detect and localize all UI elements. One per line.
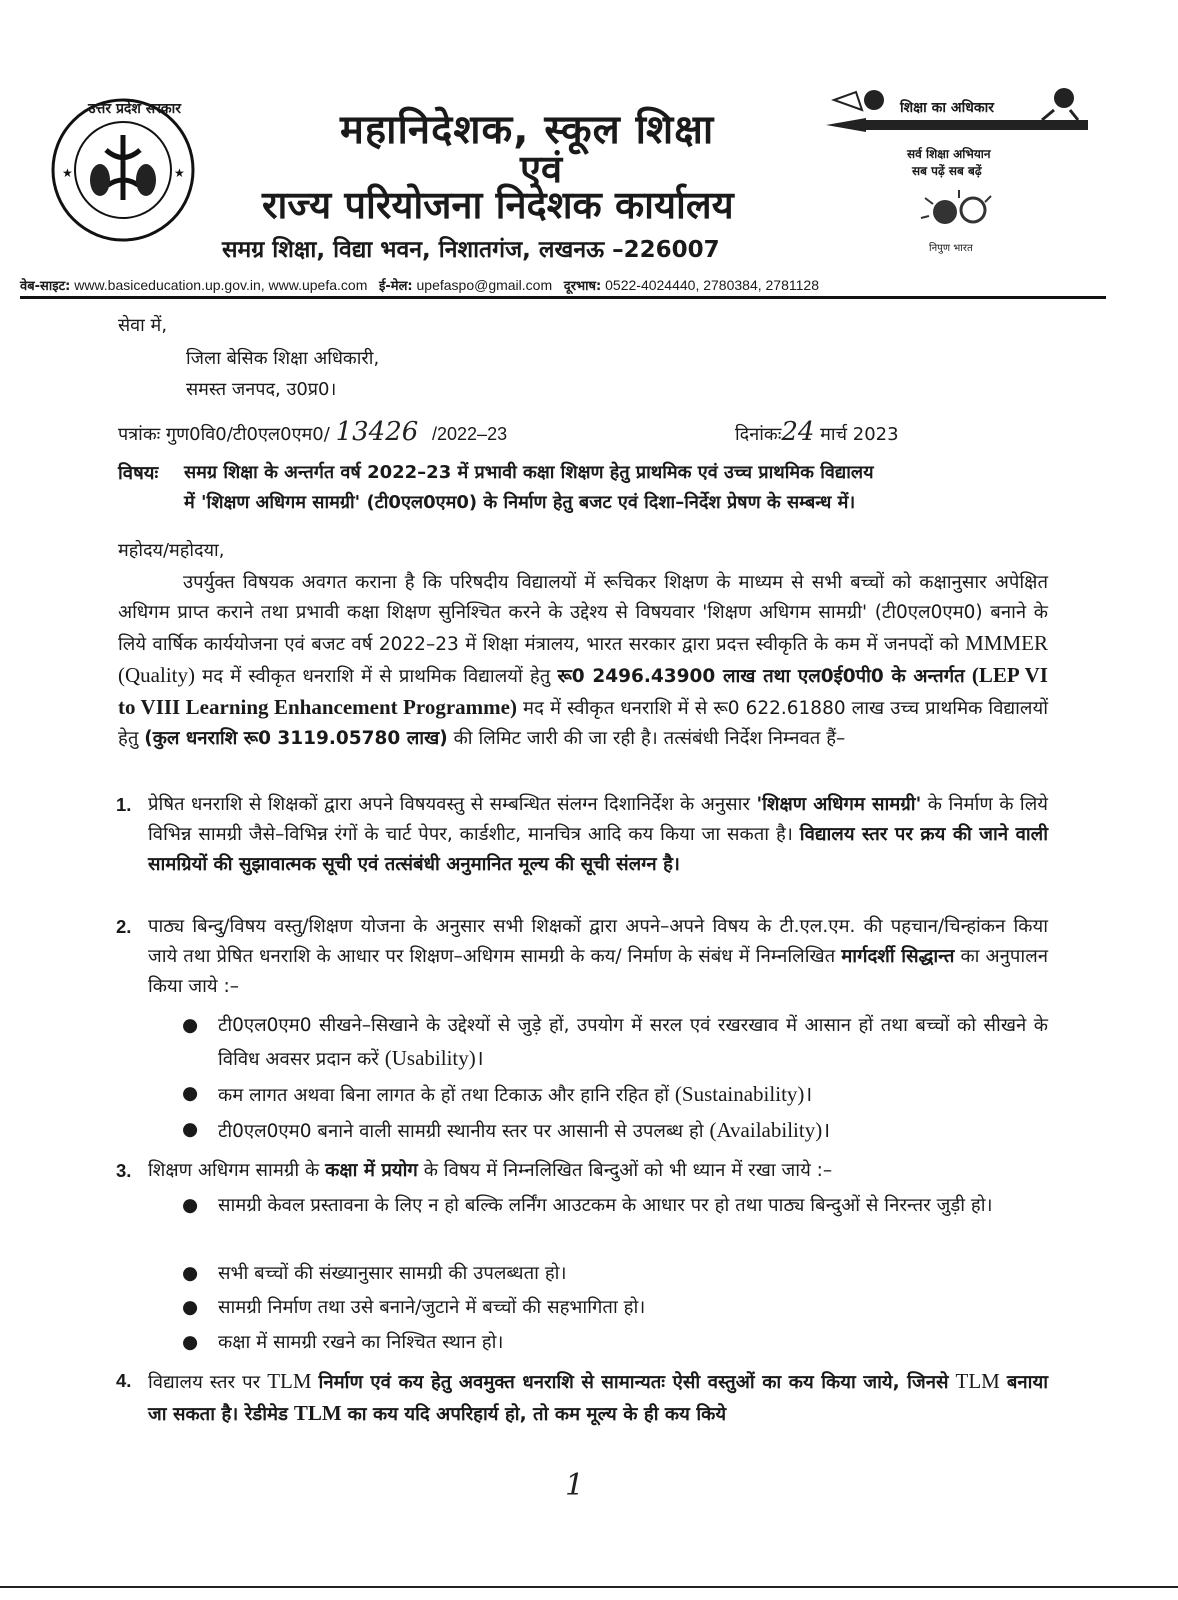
nipun-text: निपुण भारत	[929, 243, 973, 254]
point-4	[118, 1366, 1048, 1430]
intro-p2: मद में स्वीकृत धनराशि में से प्राथमिक विद्यालयों हेतु	[202, 666, 551, 687]
point-4-text-b: निर्माण एवं कय हेतु अवमुक्त धनराशि से सामान्यतः ऐसी वस्तुओं का कय किया जाये, जिनसे	[318, 1372, 949, 1393]
date-rest: मार्च 2023	[820, 424, 899, 445]
recipient-line1: जिला बेसिक शिक्षा अधिकारी,	[186, 348, 380, 369]
page-number: 1	[565, 1468, 585, 1503]
bottom-rule	[0, 1586, 1178, 1588]
bullet-2-2-en: (Sustainability)।	[674, 1082, 813, 1106]
rte-logo	[826, 84, 1088, 144]
point-1-number: 1.	[116, 794, 132, 815]
point-4-tlm3: TLM	[293, 1401, 342, 1425]
point-2-text-c: का अनुपालन किया जाये :–	[148, 946, 1048, 997]
reference-line	[118, 416, 507, 451]
point-1-text-c: के निर्माण के लिये विभिन्न सामग्री जैसे–विभिन्न रंगों के चार्ट पेपर, कार्डशीट, मानचित्र आदि कय किया जा सकता है।	[148, 794, 1048, 845]
contact-line	[20, 276, 1102, 294]
bullet-2-1	[182, 1010, 1048, 1076]
bullet-dot: ●	[182, 1083, 199, 1104]
bullet-dot: ●	[182, 1195, 199, 1216]
date-label: दिनांकः	[735, 424, 782, 445]
point-1-text-a: प्रेषित धनराशि से शिक्षकों द्वारा अपने विषयवस्तु से सम्बन्धित संलग्न दिशानिर्देश के अनुसार	[148, 794, 750, 815]
bullet-2-3-en: (Availability)।	[709, 1118, 831, 1142]
header-title-line2: एवं	[520, 147, 563, 191]
intro-p3: मद में स्वीकृत धनराशि में से रू0 622.61880 लाख उच्च प्राथमिक विद्यालयों हेतु	[118, 698, 1048, 749]
point-4-text-c: बनाया जा सकता है। रेडीमेड	[148, 1372, 1048, 1425]
header-title-line1: महानिदेशक, स्कूल शिक्षा	[340, 107, 715, 153]
point-4-text-d: का कय यदि अपरिहार्य हो, तो कम मूल्य के ही कय किये	[347, 1404, 727, 1425]
point-3-text-a: शिक्षण अधिगम सामग्री के	[148, 1160, 320, 1181]
bullet-dot: ●	[182, 1015, 199, 1036]
seva: सेवा में,	[118, 315, 168, 336]
subject-line1: समग्र शिक्षा के अन्तर्गत वर्ष 2022–23 में प्रभावी कक्षा शिक्षण हेतु प्राथमिक एवं उच्च प्राथमिक विद्यालय	[184, 462, 874, 483]
point-3	[118, 1156, 1048, 1186]
ref-suffix: /2022–23	[432, 424, 508, 444]
bullet-2-1-en: (Usability)।	[384, 1046, 484, 1070]
website-label: वेब-साइट:	[20, 279, 71, 294]
svg-text:★: ★	[174, 166, 185, 180]
date-day: 24	[781, 417, 815, 447]
email: upefaspo@gmail.com	[416, 277, 553, 293]
svg-text:★: ★	[62, 166, 73, 180]
point-2-number: 2.	[116, 916, 132, 937]
bullet-3-2-text: सभी बच्चों की संख्यानुसार सामग्री की उपलब्धता हो।	[218, 1263, 567, 1284]
intro-b1: रू0 2496.43900 लाख तथा एल0ई0पी0 के अन्तर्गत	[557, 666, 965, 687]
bullet-dot: ●	[182, 1263, 199, 1284]
point-3-text-b: कक्षा में प्रयोग	[325, 1160, 418, 1181]
bullet-3-1	[182, 1190, 1048, 1222]
point-1-text-d: विद्यालय स्तर पर क्रय की जाने वाली सामग्रियों की सुझावात्मक सूची एवं तत्संबंधी अनुमानित मूल्य की सूची संलग्न है।	[148, 824, 1048, 875]
recipient-line2: समस्त जनपद, उ0प्र0।	[186, 379, 337, 400]
ref-number: 13426	[335, 417, 419, 447]
intro-paragraph	[118, 568, 1048, 754]
phone: 0522-4024440, 2780384, 2781128	[605, 277, 819, 293]
intro-mmmer: MMMER (Quality)	[118, 631, 1048, 687]
up-government-emblem	[48, 95, 198, 245]
intro-p1: उपर्युक्त विषयक अवगत कराना है कि परिषदीय विद्यालयों में रूचिकर शिक्षण के माध्यम से सभी बच्चों को कक्षानुसार अपेक्षित अधिगम प्राप्त कराने तथा प्रभावी कक्षा शिक्षण सुनिश्चित करने के उद्देश्य से विषयवार 'शिक्षण अधिगम सामग्री' (टी0एल0एम0) बनाने के लिये वार्षिक कार्ययोजना एवं बजट वर्ष 2022–23 में शिक्षा मंत्रालय, भारत सरकार द्वारा प्रदत्त स्वीकृति के कम में जनपदों को	[118, 572, 1048, 655]
bullet-2-3	[182, 1114, 1048, 1148]
rte-text: शिक्षा का अधिकार	[900, 100, 994, 116]
bullet-2-2	[182, 1078, 1048, 1112]
bullet-3-3-text: सामग्री निर्माण तथा उसे बनाने/जुटाने में बच्चों की सहभागिता हो।	[218, 1297, 646, 1318]
bullet-dot: ●	[182, 1332, 199, 1353]
nipun-bharat-logo	[915, 188, 1005, 254]
header-title-line3: राज्य परियोजना निदेशक कार्यालय	[262, 183, 734, 227]
subject-line2: में 'शिक्षण अधिगम सामग्री' (टी0एल0एम0) के निर्माण हेतु बजट एवं दिशा–निर्देश प्रेषण के सम्बन्ध में।	[184, 492, 856, 513]
bullet-2-2-text: कम लागत अथवा बिना लागत के हों तथा टिकाऊ और हानि रहित हों	[218, 1085, 670, 1106]
point-1-text-b: 'शिक्षण अधिगम सामग्री'	[756, 794, 922, 815]
point-4-tlm2: TLM	[955, 1369, 1000, 1393]
bullet-dot: ●	[182, 1297, 199, 1318]
point-4-text-a: विद्यालय स्तर पर	[148, 1372, 261, 1393]
bullet-3-1-text: सामग्री केवल प्रस्तावना के लिए न हो बल्कि लर्निंग आउटकम के आधार पर हो तथा पाठ्य बिन्दुओं से निरन्तर जुड़ी हो।	[218, 1195, 993, 1216]
website: www.basiceducation.up.gov.in, www.upefa.com	[74, 277, 368, 293]
point-2-text-a: पाठ्य बिन्दु/विषय वस्तु/शिक्षण योजना के अनुसार सभी शिक्षकों द्वारा अपने–अपने विषय के टी.एल.एम. की पहचान/चिन्हांकन किया जाये तथा प्रेषित धनराशि के आधार पर शिक्षण–अधिगम सामग्री के कय/ निर्माण के संबंध में निम्नलिखित	[148, 916, 1048, 967]
bullet-2-3-text: टी0एल0एम0 बनाने वाली सामग्री स्थानीय स्तर पर आसानी से उपलब्ध हो	[218, 1121, 704, 1142]
email-label: ई-मेल:	[379, 279, 413, 294]
intro-lep: (LEP VI to VIII Learning Enhancement Programme)	[118, 663, 1048, 719]
subject-label: विषयः	[118, 463, 159, 484]
intro-b2: (कुल धनराशि रू0 3119.05780 लाख)	[144, 728, 448, 749]
ssa-line2: सब पढ़ें सब बढ़ें	[912, 164, 982, 178]
phone-label: दूरभाष:	[563, 279, 602, 294]
point-4-tlm: TLM	[267, 1369, 312, 1393]
bullet-dot: ●	[182, 1119, 199, 1140]
ssa-line1: सर्व शिक्षा अभियान	[907, 147, 991, 161]
point-3-number: 3.	[116, 1160, 132, 1181]
bullet-3-3	[182, 1292, 1048, 1324]
salutation: महोदय/महोदया,	[118, 540, 225, 561]
intro-p4: की लिमिट जारी की जा रही है। तत्संबंधी निर्देश निम्नवत हैं–	[453, 728, 846, 749]
header-address: समग्र शिक्षा, विद्या भवन, निशातगंज, लखनऊ –226007	[222, 237, 720, 263]
bullet-3-4	[182, 1327, 1048, 1359]
point-3-text-c: के विषय में निम्नलिखित बिन्दुओं को भी ध्यान में रखा जाये :–	[423, 1160, 833, 1181]
date-line	[735, 416, 899, 451]
ref-prefix: पत्रांकः गुण0वि0/टी0एल0एम0/	[118, 424, 330, 445]
bullet-2-1-text: टी0एल0एम0 सीखने–सिखाने के उद्देश्यों से जुड़े हों, उपयोग में सरल एवं रखरखाव में आसान हों तथा बच्चों को सीखने के विविध अवसर प्रदान करें	[218, 1015, 1048, 1070]
header-rule	[20, 296, 1106, 299]
point-2-text-b: मार्गदर्शी सिद्धान्त	[841, 946, 955, 967]
point-4-number: 4.	[116, 1370, 132, 1391]
point-2	[118, 912, 1048, 1002]
bullet-3-4-text: कक्षा में सामग्री रखने का निश्चित स्थान हो।	[218, 1332, 504, 1353]
bullet-3-2	[182, 1258, 1048, 1290]
point-1	[118, 790, 1048, 880]
emblem-text: उत्तर प्रदेश सरकार	[88, 101, 182, 117]
